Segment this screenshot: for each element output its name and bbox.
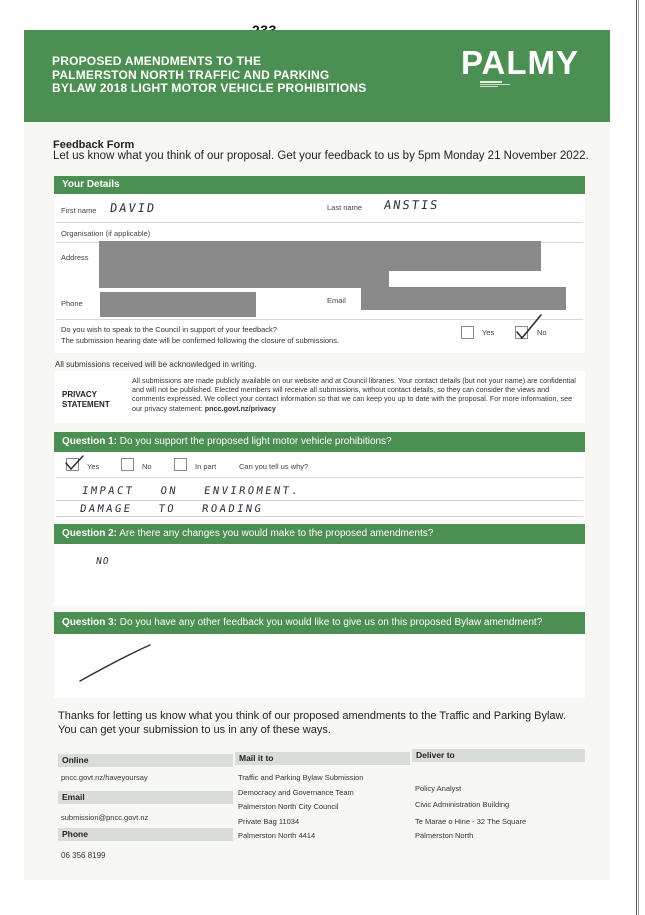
question-2-box (54, 544, 585, 606)
email-redaction (361, 287, 566, 310)
scan-edge-shadow (638, 0, 639, 915)
address-redaction (99, 241, 541, 271)
deliver-line: Policy Analyst (415, 784, 462, 793)
last-name-field[interactable]: ANSTIS (383, 198, 441, 212)
q1-in-part-checkbox[interactable] (174, 458, 187, 471)
scan-edge (636, 0, 637, 915)
mail-line: Palmerston North 4414 (238, 831, 316, 840)
online-link[interactable]: pncc.govt.nz/haveyoursay (61, 773, 148, 782)
question-2-header (54, 524, 585, 544)
thanks-text (58, 710, 588, 737)
q1-no-checkbox[interactable] (121, 458, 134, 471)
check-mark-icon (64, 454, 86, 472)
privacy-body: All submissions are made publicly available on our website and at Council libraries. Your contact details (but not your name) are confidential and will not be published. Elected members will receive all submissions, without contact details, so they can consider the views and comments expressed. We collect your contact information so that we can keep you up to date with the proposal. For more information, see our privacy statement: (132, 376, 576, 413)
mail-line: Democracy and Governance Team (238, 788, 354, 797)
question-3-label: Question 3: (62, 617, 118, 628)
divider (56, 222, 583, 223)
email-heading: Email (58, 791, 233, 804)
thanks-line-1: Thanks for letting us know what you think of our proposed amendments to the Traffic and Parking Bylaw. (58, 710, 566, 722)
first-name-field[interactable]: DAVID (109, 201, 158, 215)
deliver-line: Civic Administration Building (415, 800, 510, 809)
mail-heading: Mail it to (235, 752, 410, 765)
phone-number[interactable]: 06 356 8199 (61, 851, 106, 860)
phone-label: Phone (61, 299, 83, 308)
email-label: Email (327, 296, 346, 305)
deliver-heading: Deliver to (412, 749, 585, 762)
email-link[interactable]: submission@pncc.govt.nz (61, 813, 149, 822)
privacy-heading-line-1: PRIVACY (62, 390, 97, 399)
divider (56, 319, 583, 320)
mail-line: Palmerston North City Council (238, 802, 339, 811)
your-details-header (54, 176, 585, 194)
check-mark-icon (514, 312, 544, 342)
address-label: Address (61, 253, 89, 262)
thanks-line-2: You can get your submission to us in any of these ways. (58, 723, 331, 736)
deliver-line: Palmerston North (415, 831, 474, 840)
divider (56, 500, 583, 501)
q1-yes-label: Yes (87, 462, 100, 471)
banner-title-line-1: PROPOSED AMENDMENTS TO THE (52, 54, 262, 68)
question-3-header (54, 612, 585, 634)
mail-line: Traffic and Parking Bylaw Submission (238, 773, 364, 782)
q1-why-label: Can you tell us why? (239, 462, 309, 471)
privacy-heading-line-2: STATEMENT (62, 400, 110, 409)
question-2-text: Are there any changes you would make to the proposed amendments? (119, 528, 434, 539)
question-2-label: Question 2: (62, 528, 118, 539)
last-name-label: Last name (327, 203, 363, 212)
banner-title-line-2: PALMERSTON NORTH TRAFFIC AND PARKING (52, 67, 330, 82)
address-redaction (99, 271, 389, 288)
logo-tagline-graphic (480, 80, 520, 88)
divider (56, 516, 583, 517)
feedback-form-subtitle: Let us know what you think of our proposal. Get your feedback to us by 5pm Monday 21 November 2022. (53, 150, 589, 162)
question-3-text: Do you have any other feedback you would like to give us on this proposed Bylaw amendment? (119, 617, 543, 628)
deliver-line: Te Marae o Hine - 32 The Square (415, 817, 527, 826)
acknowledgement-text: All submissions received will be acknowledged in writing. (55, 360, 257, 369)
first-name-label: First name (61, 206, 97, 215)
speak-no-label: No (537, 328, 547, 337)
question-1-header (54, 432, 585, 452)
phone-redaction (100, 292, 256, 317)
q1-answer-line-2[interactable]: DAMAGE TO ROADING (79, 503, 264, 515)
banner-title-line-3: BYLAW 2018 LIGHT MOTOR VEHICLE PROHIBITIONS (52, 81, 367, 95)
speak-note: The submission hearing date will be confirmed following the closure of submissions. (61, 336, 340, 345)
q2-answer[interactable]: NO (95, 556, 111, 567)
your-details-title: Your Details (62, 179, 120, 190)
question-1-text: Do you support the proposed light motor vehicle prohibitions? (119, 436, 392, 447)
q1-no-label: No (142, 462, 152, 471)
speak-question: Do you wish to speak to the Council in support of your feedback? (61, 325, 277, 334)
privacy-heading (62, 390, 110, 410)
privacy-statement (132, 376, 577, 413)
q3-answer-strike-mark[interactable] (78, 643, 153, 683)
q1-in-part-label: In part (195, 462, 217, 471)
online-heading: Online (58, 754, 233, 767)
question-1-label: Question 1: (62, 436, 118, 447)
phone-heading: Phone (58, 828, 233, 841)
feedback-form-title: Feedback Form (53, 139, 135, 151)
q1-answer-line-1[interactable]: IMPACT ON ENVIROMENT. (81, 485, 301, 497)
organisation-label: Organisation (if applicable) (61, 229, 151, 238)
privacy-link[interactable]: pncc.govt.nz/privacy (204, 403, 276, 413)
divider (56, 477, 583, 478)
mail-line: Private Bag 11034 (238, 817, 300, 826)
palmy-logo: PALMY (461, 44, 580, 81)
speak-yes-checkbox[interactable] (461, 326, 474, 339)
speak-yes-label: Yes (482, 328, 495, 337)
banner-title (52, 55, 432, 96)
